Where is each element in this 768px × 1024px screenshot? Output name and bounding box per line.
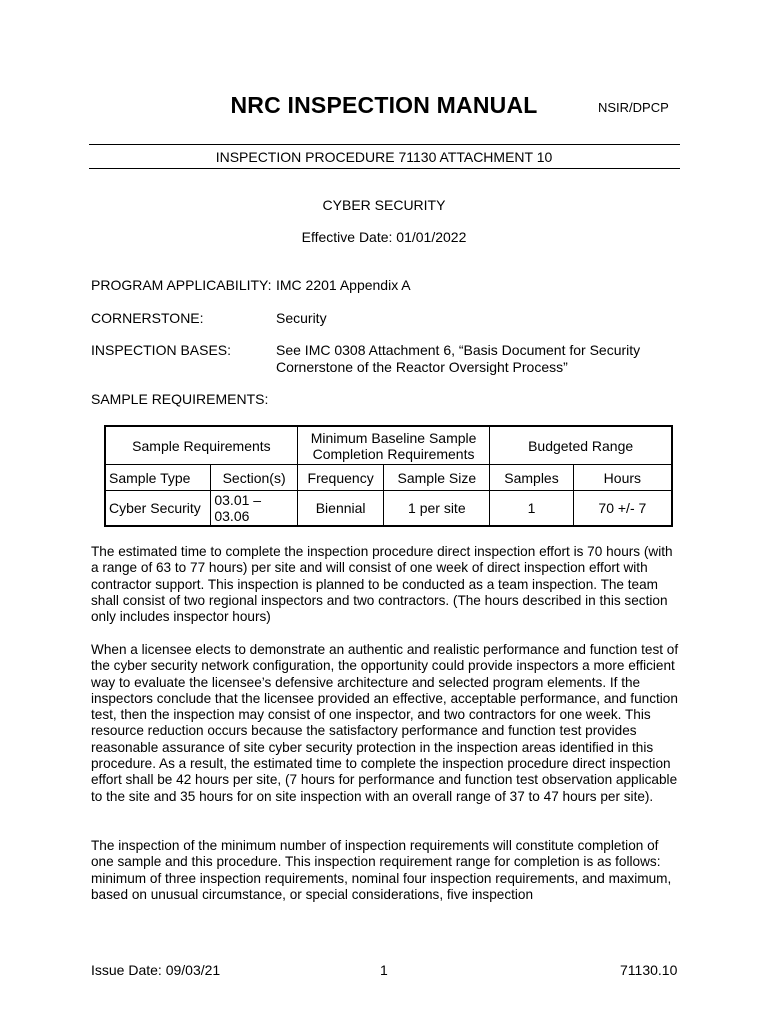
manual-title: NRC INSPECTION MANUAL (230, 92, 538, 118)
group-header-budgeted-range: Budgeted Range (490, 426, 672, 465)
cell-sample-type: Cyber Security (105, 491, 211, 527)
bases-value: See IMC 0308 Attachment 6, “Basis Document for Security Cornerstone of the Reactor Oversight Process” (276, 342, 641, 375)
group-header-sample-requirements: Sample Requirements (105, 426, 297, 465)
cell-sections: 03.01 – 03.06 (211, 491, 298, 527)
subject-title: CYBER SECURITY (322, 197, 446, 213)
applicability-label: PROGRAM APPLICABILITY: (91, 277, 272, 293)
column-header-sample-type: Sample Type (105, 465, 211, 491)
paragraph-text: When a licensee elects to demonstrate an authentic and realistic performance and function test of the cyber security network configuration, the opportunity could provide inspectors a more efficient way to evaluate the licensee’s defensive architecture and selected program elements. If the inspectors conclude that the licensee provided an effective, acceptable performance, and function test, then the inspection may consist of one inspector, and two contractors for one week. This resource reduction occurs because the satisfactory performance and function test provides reasonable assurance of site cyber security protection in the inspection areas identified in this procedure. As a result, the estimated time to complete the inspection procedure direct inspection effort shall be 42 hours per site, (7 hours for performance and function test observation applicable to the site and 35 hours for on site inspection with an overall range of 37 to 47 hours per site). (91, 642, 679, 804)
effective-date: Effective Date: 01/01/2022 (301, 229, 467, 245)
column-header-sample-size: Sample Size (384, 465, 490, 491)
group-header-minimum-baseline: Minimum Baseline Sample Completion Requirements (297, 426, 489, 465)
procedure-title: INSPECTION PROCEDURE 71130 ATTACHMENT 10 (215, 149, 553, 165)
table-column-header-row (105, 465, 672, 491)
cell-frequency: Biennial (297, 491, 384, 527)
header-rule-top (89, 144, 680, 145)
paragraph-completion (91, 838, 683, 903)
footer-page-number: 1 (380, 962, 388, 978)
sample-requirements-table (104, 425, 673, 527)
footer-document-number: 71130.10 (620, 962, 678, 978)
applicability-value: IMC 2201 Appendix A (276, 277, 411, 293)
column-header-samples: Samples (490, 465, 573, 491)
footer-issue-date: Issue Date: 09/03/21 (91, 962, 221, 978)
paragraph-text: The estimated time to complete the inspection procedure direct inspection effort is 70 hours (with a range of 63 to 77 hours) per site and will consist of one week of direct inspection effort with contractor support. This inspection is planned to be conducted as a team inspection. The team shall consist of two regional inspectors and two contractors. (The hours described in this section only includes inspector hours) (91, 544, 673, 625)
paragraph-estimated-time (91, 544, 683, 625)
paragraph-performance-test (91, 642, 683, 805)
bases-label: INSPECTION BASES: (91, 342, 232, 358)
office-code: NSIR/DPCP (598, 100, 669, 115)
column-header-frequency: Frequency (297, 465, 384, 491)
cell-hours: 70 +/- 7 (573, 491, 672, 527)
table-group-header-row (105, 426, 672, 465)
cell-sample-size: 1 per site (384, 491, 490, 527)
column-header-sections: Section(s) (211, 465, 298, 491)
cornerstone-value: Security (276, 310, 327, 326)
table-row (105, 491, 672, 527)
column-header-hours: Hours (573, 465, 672, 491)
cell-samples: 1 (490, 491, 573, 527)
header-rule-bottom (89, 168, 680, 169)
sample-requirements-label: SAMPLE REQUIREMENTS: (91, 391, 269, 407)
paragraph-text: The inspection of the minimum number of inspection requirements will constitute completion of one sample and this procedure. This inspection requirement range for completion is as follows: minimum of three inspection requirements, nominal four inspection requirements, and maximum, based on unusual circumstance, or special considerations, five inspection (91, 838, 672, 902)
cornerstone-label: CORNERSTONE: (91, 310, 204, 326)
